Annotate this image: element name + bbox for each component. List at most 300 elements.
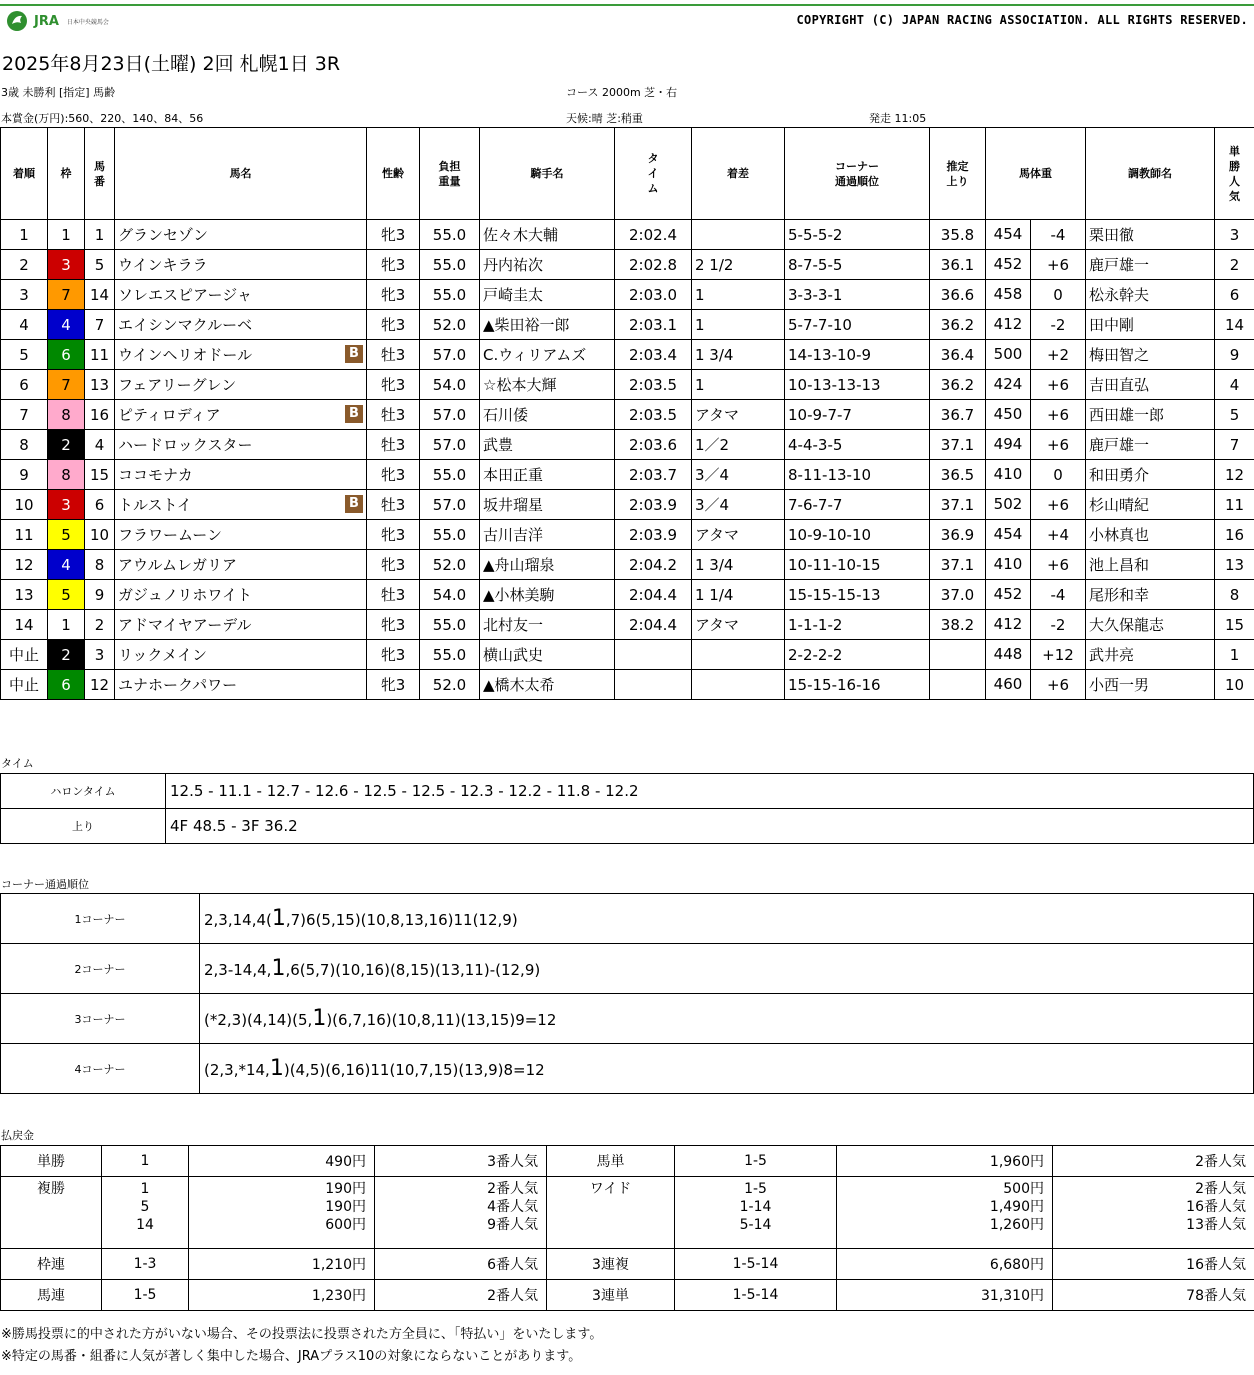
pos-cell: 10 [1,490,48,520]
trainer-name[interactable]: 武井亮 [1089,646,1135,664]
corner-row [1,894,1254,944]
horse-name-cell[interactable] [115,610,367,640]
trainer-cell [1086,490,1215,520]
wakuren-combo: 1-3 [102,1249,189,1280]
wt-cell: 54.0 [420,370,480,400]
body-weight: 412 [986,310,1031,339]
body-weight: 454 [986,520,1031,549]
horse-name-cell[interactable] [115,280,367,310]
corner-row [1,944,1254,994]
time-cell: 2:04.4 [615,580,692,610]
body-weight-cell [986,310,1086,340]
fukusho-combo: 5 [140,1199,150,1215]
trainer-cell [1086,640,1215,670]
waku-cell: 3 [48,490,85,520]
body-weight-diff: +2 [1046,345,1070,364]
last-cell [930,670,986,700]
pop-cell: 8 [1215,580,1254,610]
last-cell: 38.2 [930,610,986,640]
time-cell: 2:03.5 [615,400,692,430]
body-weight-cell [986,520,1086,550]
margin-cell [692,670,785,700]
horse-name-cell[interactable] [115,640,367,670]
corner-cell: 2-2-2-2 [785,640,930,670]
body-weight-cell [986,250,1086,280]
margin-cell: 1 [692,370,785,400]
pop-cell: 2 [1215,250,1254,280]
halon-row [1,774,1254,809]
horse-name[interactable]: ユナホークパワー [118,676,238,694]
horse-name-cell[interactable] [115,550,367,580]
sex-cell: 牝3 [367,610,420,640]
column-header: コーナー 通過順位 [785,128,930,220]
sex-cell: 牝3 [367,640,420,670]
fukusho-combos [102,1177,189,1249]
time-cell: 2:03.6 [615,430,692,460]
jockey-name[interactable]: ▲橋木太希 [483,676,555,694]
column-header: 騎手名 [480,128,615,220]
corner-cell: 15-15-15-13 [785,580,930,610]
num-cell: 13 [85,370,115,400]
trainer-name[interactable]: 吉田直弘 [1089,376,1150,394]
column-header: 馬体重 [986,128,1086,220]
body-weight: 410 [986,460,1031,489]
wide-pops [1053,1177,1254,1249]
corner-label: 2コーナー [1,944,200,994]
result-row [1,370,1254,400]
sex-cell: 牡3 [367,430,420,460]
fukusho-combo: 14 [136,1217,154,1233]
horse-name[interactable]: ソレエスピアージャ [118,286,252,304]
umaren-pop: 2番人気 [375,1280,547,1311]
body-weight-diff: +6 [1046,405,1070,424]
time-cell: 2:03.0 [615,280,692,310]
horse-name-cell[interactable] [115,220,367,250]
jockey-name[interactable]: 北村友一 [483,616,544,634]
margin-cell: 1 [692,280,785,310]
tansho-pop: 3番人気 [375,1146,547,1177]
blinker-icon: B [345,495,363,513]
result-row [1,220,1254,250]
trainer-name[interactable]: 池上昌和 [1089,556,1150,574]
wide-combos [675,1177,837,1249]
jockey-name[interactable]: 佐々木大輔 [483,226,559,244]
trainer-name[interactable]: 鹿戸雄一 [1089,436,1150,454]
fukusho-amounts [189,1177,375,1249]
last-cell: 36.7 [930,400,986,430]
horse-name[interactable]: アウルムレガリア [118,556,237,574]
margin-cell: 1／2 [692,430,785,460]
trainer-name[interactable]: 大久保龍志 [1089,616,1165,634]
horse-name-cell[interactable] [115,250,367,280]
last-cell: 35.8 [930,220,986,250]
corner-section-label: コーナー通過順位 [1,878,89,891]
body-weight-diff: +6 [1046,375,1070,394]
jockey-cell [480,250,615,280]
wakuren-amount: 1,210円 [189,1249,375,1280]
wt-cell: 52.0 [420,550,480,580]
corner-order-text: 2,3-14,4, [204,961,272,979]
time-section-label: タイム [1,757,34,770]
wide-pop: 13番人気 [1186,1217,1246,1233]
horse-name[interactable]: ココモナカ [118,466,193,484]
horse-name-cell[interactable] [115,400,367,430]
horse-name-cell[interactable] [115,370,367,400]
pop-cell: 15 [1215,610,1254,640]
payout-section-label: 払戻金 [1,1129,34,1142]
sanrenpuku-amount: 6,680円 [837,1249,1053,1280]
jockey-name[interactable]: ☆松本大輝 [483,376,557,394]
column-header: 馬 番 [85,128,115,220]
last-cell: 36.4 [930,340,986,370]
sex-cell: 牝3 [367,460,420,490]
sanrentan-amount: 31,310円 [837,1280,1053,1311]
payout-row [1,1280,1254,1311]
corner-order-text: ,6(5,7)(10,16)(8,15)(13,11)-(12,9) [285,961,541,979]
trainer-cell [1086,400,1215,430]
time-cell: 2:03.7 [615,460,692,490]
wide-label: ワイド [547,1177,675,1249]
horse-name[interactable]: アドマイヤアーデル [118,616,252,634]
result-row [1,610,1254,640]
jra-logo[interactable] [6,10,109,32]
horse-name-cell[interactable] [115,340,367,370]
horse-name[interactable]: グランセゾン [118,226,209,244]
corner-cell: 10-11-10-15 [785,550,930,580]
sex-cell: 牝3 [367,250,420,280]
trainer-name[interactable]: 和田勇介 [1089,466,1150,484]
halon-times: 12.5 - 11.1 - 12.7 - 12.6 - 12.5 - 12.5 - 12.3 - 12.2 - 11.8 - 12.2 [166,774,1254,809]
jockey-cell [480,490,615,520]
trainer-name[interactable]: 尾形和幸 [1089,586,1150,604]
sex-cell: 牝3 [367,670,420,700]
jockey-name[interactable]: 横山武史 [483,646,544,664]
num-cell: 11 [85,340,115,370]
waku-cell: 6 [48,670,85,700]
sanrenpuku-combo: 1-5-14 [675,1249,837,1280]
body-weight-diff: 0 [1053,465,1063,484]
jockey-name[interactable]: 丹内祐次 [483,256,544,274]
fukusho-pops [375,1177,547,1249]
column-header: 着順 [1,128,48,220]
jockey-cell [480,610,615,640]
trainer-cell [1086,580,1215,610]
body-weight: 424 [986,370,1031,399]
corner-order-text: (2,3,*14, [204,1061,270,1079]
body-weight: 494 [986,430,1031,459]
sex-cell: 牝3 [367,310,420,340]
umatan-combo: 1-5 [675,1146,837,1177]
horse-name[interactable]: ウインキララ [118,256,208,274]
pop-cell: 1 [1215,640,1254,670]
pos-cell: 中止 [1,670,48,700]
pop-cell: 13 [1215,550,1254,580]
num-cell: 15 [85,460,115,490]
sanrenpuku-label: 3連複 [547,1249,675,1280]
horse-name[interactable]: リックメイン [118,646,207,664]
body-weight: 454 [986,220,1031,249]
jockey-name[interactable]: C.ウィリアムズ [483,346,587,364]
jockey-name[interactable]: 戸崎圭太 [483,286,544,304]
trainer-cell [1086,670,1215,700]
column-header: 馬名 [115,128,367,220]
body-weight: 412 [986,610,1031,639]
corner-cell: 8-11-13-10 [785,460,930,490]
pop-cell: 11 [1215,490,1254,520]
pos-cell: 6 [1,370,48,400]
horse-name-cell[interactable] [115,580,367,610]
wide-combo: 5-14 [739,1217,772,1233]
trainer-name[interactable]: 栗田徹 [1089,226,1135,244]
horse-name[interactable]: トルストイ [118,496,192,514]
pop-cell: 5 [1215,400,1254,430]
waku-cell: 4 [48,550,85,580]
body-weight-cell [986,490,1086,520]
trainer-name[interactable]: 西田雄一郎 [1089,406,1165,424]
corner-cell: 15-15-16-16 [785,670,930,700]
agari-times: 4F 48.5 - 3F 36.2 [166,809,1254,844]
waku-cell: 8 [48,460,85,490]
jockey-cell [480,400,615,430]
column-header: 負担 重量 [420,128,480,220]
umaren-amount: 1,230円 [189,1280,375,1311]
last-cell: 36.1 [930,250,986,280]
trainer-name[interactable]: 田中剛 [1089,316,1135,334]
jockey-name[interactable]: 本田正重 [483,466,544,484]
trainer-cell [1086,610,1215,640]
corner-cell: 4-4-3-5 [785,430,930,460]
body-weight-diff: +4 [1046,525,1070,544]
horse-name-cell[interactable] [115,670,367,700]
pos-cell: 1 [1,220,48,250]
column-header: タ イ ム [615,128,692,220]
horse-name-cell[interactable] [115,520,367,550]
corner-cell: 1-1-1-2 [785,610,930,640]
num-cell: 7 [85,310,115,340]
jockey-name[interactable]: ▲柴田裕一郎 [483,316,570,334]
corner-row [1,994,1254,1044]
corner-winner: 1 [269,1056,284,1081]
horse-name-cell[interactable] [115,460,367,490]
corner-order-text: (*2,3)(4,14)(5, [204,1011,313,1029]
body-weight: 452 [986,250,1031,279]
trainer-name[interactable]: 鹿戸雄一 [1089,256,1150,274]
jockey-name[interactable]: 武豊 [483,436,514,454]
sex-cell: 牡3 [367,340,420,370]
logo-subtext: 日本中央競馬会 [66,18,109,26]
halon-label: ハロンタイム [1,774,166,809]
jockey-cell [480,430,615,460]
body-weight: 452 [986,580,1031,609]
margin-cell: 3／4 [692,460,785,490]
waku-cell: 3 [48,250,85,280]
num-cell: 2 [85,610,115,640]
wt-cell: 57.0 [420,430,480,460]
jockey-name[interactable]: ▲小林美駒 [483,586,555,604]
wt-cell: 54.0 [420,580,480,610]
column-header: 単 勝 人 気 [1215,128,1254,220]
wt-cell: 55.0 [420,280,480,310]
trainer-name[interactable]: 梅田智之 [1089,346,1150,364]
results-table [0,127,1254,700]
jockey-cell [480,520,615,550]
body-weight-cell [986,610,1086,640]
wide-combo: 1-5 [744,1181,767,1197]
results-header-row [1,128,1254,220]
trainer-cell [1086,370,1215,400]
pop-cell: 12 [1215,460,1254,490]
num-cell: 14 [85,280,115,310]
wide-amount: 1,490円 [989,1199,1044,1215]
last-cell: 36.5 [930,460,986,490]
pos-cell: 2 [1,250,48,280]
horse-name[interactable]: ピティロディア [118,406,221,424]
column-header: 調教師名 [1086,128,1215,220]
last-cell: 36.9 [930,520,986,550]
num-cell: 5 [85,250,115,280]
umaren-label: 馬連 [1,1280,102,1311]
result-row [1,490,1254,520]
corner-order-text: )(4,5)(6,16)11(10,7,15)(13,9)8=12 [283,1061,545,1079]
sanrenpuku-pop: 16番人気 [1053,1249,1254,1280]
horse-name[interactable]: フラワームーン [118,526,222,544]
horse-name-cell[interactable] [115,310,367,340]
jockey-name[interactable]: 石川倭 [483,406,529,424]
time-cell: 2:03.1 [615,310,692,340]
trainer-name[interactable]: 小林真也 [1089,526,1150,544]
body-weight-cell [986,370,1086,400]
result-row [1,550,1254,580]
time-cell: 2:03.9 [615,490,692,520]
result-row [1,400,1254,430]
time-cell: 2:03.5 [615,370,692,400]
payout-table [0,1145,1254,1311]
waku-cell: 7 [48,280,85,310]
sex-cell: 牡3 [367,580,420,610]
pop-cell: 14 [1215,310,1254,340]
sex-cell: 牝3 [367,220,420,250]
margin-cell: 1 [692,310,785,340]
horse-name[interactable]: ハードロックスター [118,436,253,454]
horse-name[interactable]: エイシンマクルーベ [118,316,253,334]
jockey-cell [480,280,615,310]
jockey-cell [480,640,615,670]
waku-cell: 1 [48,610,85,640]
wt-cell: 57.0 [420,400,480,430]
race-class: 3歳 未勝利 [指定] 馬齢 [1,86,116,99]
jra-horse-icon [6,10,30,32]
pos-cell: 9 [1,460,48,490]
result-row [1,430,1254,460]
pop-cell: 3 [1215,220,1254,250]
corner-order [200,994,1254,1044]
num-cell: 12 [85,670,115,700]
horse-name-cell[interactable] [115,430,367,460]
tansho-label: 単勝 [1,1146,102,1177]
last-cell: 37.0 [930,580,986,610]
corner-cell: 7-6-7-7 [785,490,930,520]
trainer-name[interactable]: 松永幹夫 [1089,286,1150,304]
corner-cell: 5-7-7-10 [785,310,930,340]
trainer-name[interactable]: 杉山晴紀 [1089,496,1150,514]
fukusho-combo: 1 [140,1181,150,1197]
pos-cell: 中止 [1,640,48,670]
jockey-cell [480,370,615,400]
result-row [1,670,1254,700]
time-cell: 2:04.2 [615,550,692,580]
sex-cell: 牝3 [367,370,420,400]
horse-name[interactable]: フェアリーグレン [118,376,237,394]
result-row [1,310,1254,340]
body-weight-diff: 0 [1053,285,1063,304]
num-cell: 6 [85,490,115,520]
result-row [1,520,1254,550]
jockey-name[interactable]: 古川吉洋 [483,526,544,544]
body-weight-cell [986,580,1086,610]
margin-cell: 3／4 [692,490,785,520]
agari-label: 上り [1,809,166,844]
wt-cell: 55.0 [420,250,480,280]
pos-cell: 14 [1,610,48,640]
num-cell: 10 [85,520,115,550]
wt-cell: 52.0 [420,310,480,340]
horse-name[interactable]: ウインヘリオドール [118,346,253,364]
corner-label: 4コーナー [1,1044,200,1094]
jockey-name[interactable]: 坂井瑠星 [483,496,544,514]
pop-cell: 16 [1215,520,1254,550]
jockey-cell [480,340,615,370]
result-row [1,640,1254,670]
result-row [1,250,1254,280]
trainer-cell [1086,430,1215,460]
num-cell: 8 [85,550,115,580]
blinker-icon: B [345,405,363,423]
body-weight-cell [986,550,1086,580]
pos-cell: 11 [1,520,48,550]
jockey-cell [480,670,615,700]
pop-cell: 4 [1215,370,1254,400]
pop-cell: 7 [1215,430,1254,460]
note-jra-plus10: ※特定の馬番・組番に人気が著しく集中した場合、JRAプラス10の対象にならないことがあります。 [1,1349,582,1364]
num-cell: 9 [85,580,115,610]
body-weight-diff: +12 [1042,645,1074,664]
corner-label: 1コーナー [1,894,200,944]
umatan-label: 馬単 [547,1146,675,1177]
jockey-name[interactable]: ▲舟山瑠泉 [483,556,555,574]
last-cell: 36.2 [930,310,986,340]
last-cell [930,640,986,670]
trainer-name[interactable]: 小西一男 [1089,676,1150,694]
pos-cell: 7 [1,400,48,430]
last-cell: 36.6 [930,280,986,310]
wide-amount: 500円 [1003,1181,1044,1197]
fukusho-amount: 190円 [325,1181,366,1197]
umatan-pop: 2番人気 [1053,1146,1254,1177]
horse-name-cell[interactable] [115,490,367,520]
pos-cell: 13 [1,580,48,610]
jockey-cell [480,310,615,340]
note-tokubarai: ※勝馬投票に的中された方がいない場合、その投票法に投票された方全員に、「特払い」をいたします。 [1,1327,603,1342]
waku-cell: 5 [48,580,85,610]
margin-cell [692,640,785,670]
race-course: コース 2000m 芝・右 [566,86,678,99]
horse-name[interactable]: ガジュノリホワイト [118,586,252,604]
corner-cell: 10-13-13-13 [785,370,930,400]
pos-cell: 5 [1,340,48,370]
column-header: 枠 [48,128,85,220]
margin-cell: 1 1/4 [692,580,785,610]
wt-cell: 55.0 [420,220,480,250]
